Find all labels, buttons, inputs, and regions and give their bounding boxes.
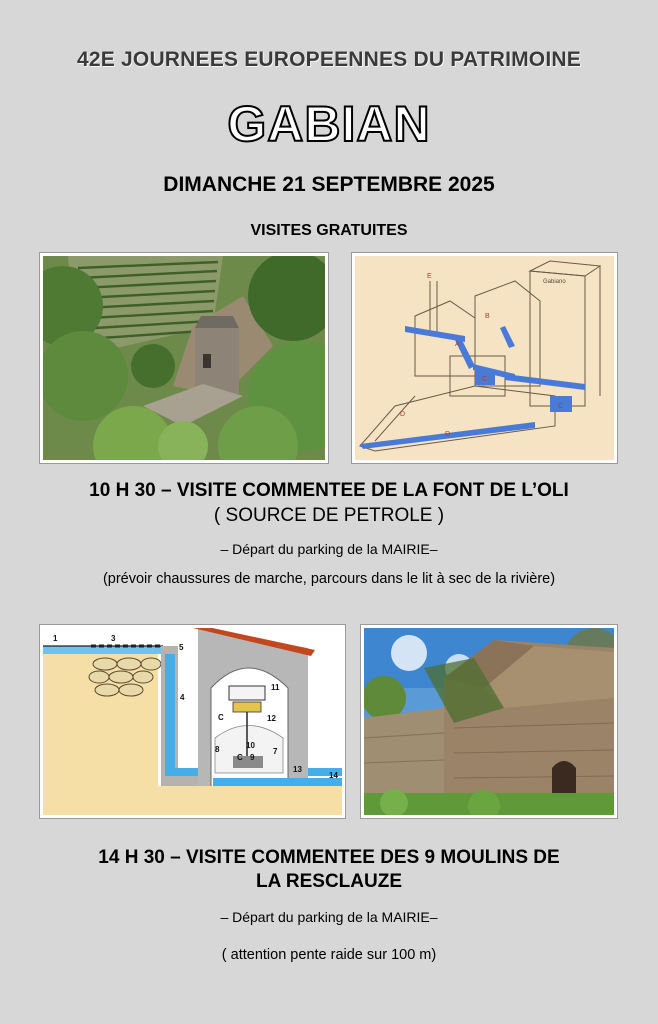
font-de-loli-aerial-photo [40, 253, 328, 463]
visit2-time: 14 H 30 [98, 847, 165, 868]
mill-cross-section-diagram [40, 625, 345, 818]
mill-label: 3 [111, 634, 116, 643]
visit2-title-line2: LA RESCLAUZE [255, 871, 403, 892]
visit1-heading [0, 480, 658, 502]
visit1-title: VISITE COMMENTEE DE LA FONT DE L’OLI [176, 480, 569, 501]
plan-letter: A [455, 341, 460, 348]
mill-label: 1 [53, 634, 58, 643]
mill-label: C [237, 753, 243, 762]
visit2-title-line1: VISITE COMMENTEE DES 9 MOULINS DE [185, 847, 560, 868]
plan-letter: C [482, 376, 488, 383]
plan-building-label: Gabiano [543, 279, 566, 285]
visit1-dash: – [155, 480, 177, 501]
visit2-note: ( attention pente raide sur 100 m) [221, 947, 437, 963]
visit1-departure: – Départ du parking de la MAIRIE– [220, 541, 438, 557]
plan-letter: D [400, 411, 406, 418]
visit1-time: 10 H 30 [89, 480, 156, 501]
plan-letter: B [485, 313, 490, 320]
plan-letter: C [558, 403, 564, 410]
mill-label: C [218, 713, 224, 722]
mill-label: 14 [329, 771, 338, 780]
mill-label: 11 [271, 683, 280, 692]
plan-letter: D [445, 431, 451, 438]
free-visits-label: VISITES GRATUITES [250, 222, 408, 239]
visit1-note: (prévoir chaussures de marche, parcours dans le lit à sec de la rivière) [102, 571, 556, 587]
mill-ruin-photo [361, 625, 617, 818]
town-title: GABIAN [227, 96, 431, 152]
mill-label: 13 [293, 765, 302, 774]
event-date: DIMANCHE 21 SEPTEMBRE 2025 [163, 173, 495, 196]
font-de-loli-plan-diagram [352, 253, 617, 463]
mill-label: 9 [250, 753, 255, 762]
event-title: 42E JOURNEES EUROPEENNES DU PATRIMOINE [77, 48, 581, 71]
mill-label: 7 [273, 747, 278, 756]
mill-label: 10 [246, 741, 255, 750]
mill-label: 12 [267, 714, 276, 723]
mill-label: 8 [215, 745, 220, 754]
mill-label: 5 [179, 643, 184, 652]
visit1-subtitle: ( SOURCE DE PETROLE ) [213, 505, 445, 526]
mill-label: 4 [180, 693, 185, 702]
visit2-departure: – Départ du parking de la MAIRIE– [220, 909, 438, 925]
visit2-dash: – [164, 847, 186, 868]
plan-letter: E [427, 273, 432, 280]
visit2-heading [0, 846, 658, 894]
